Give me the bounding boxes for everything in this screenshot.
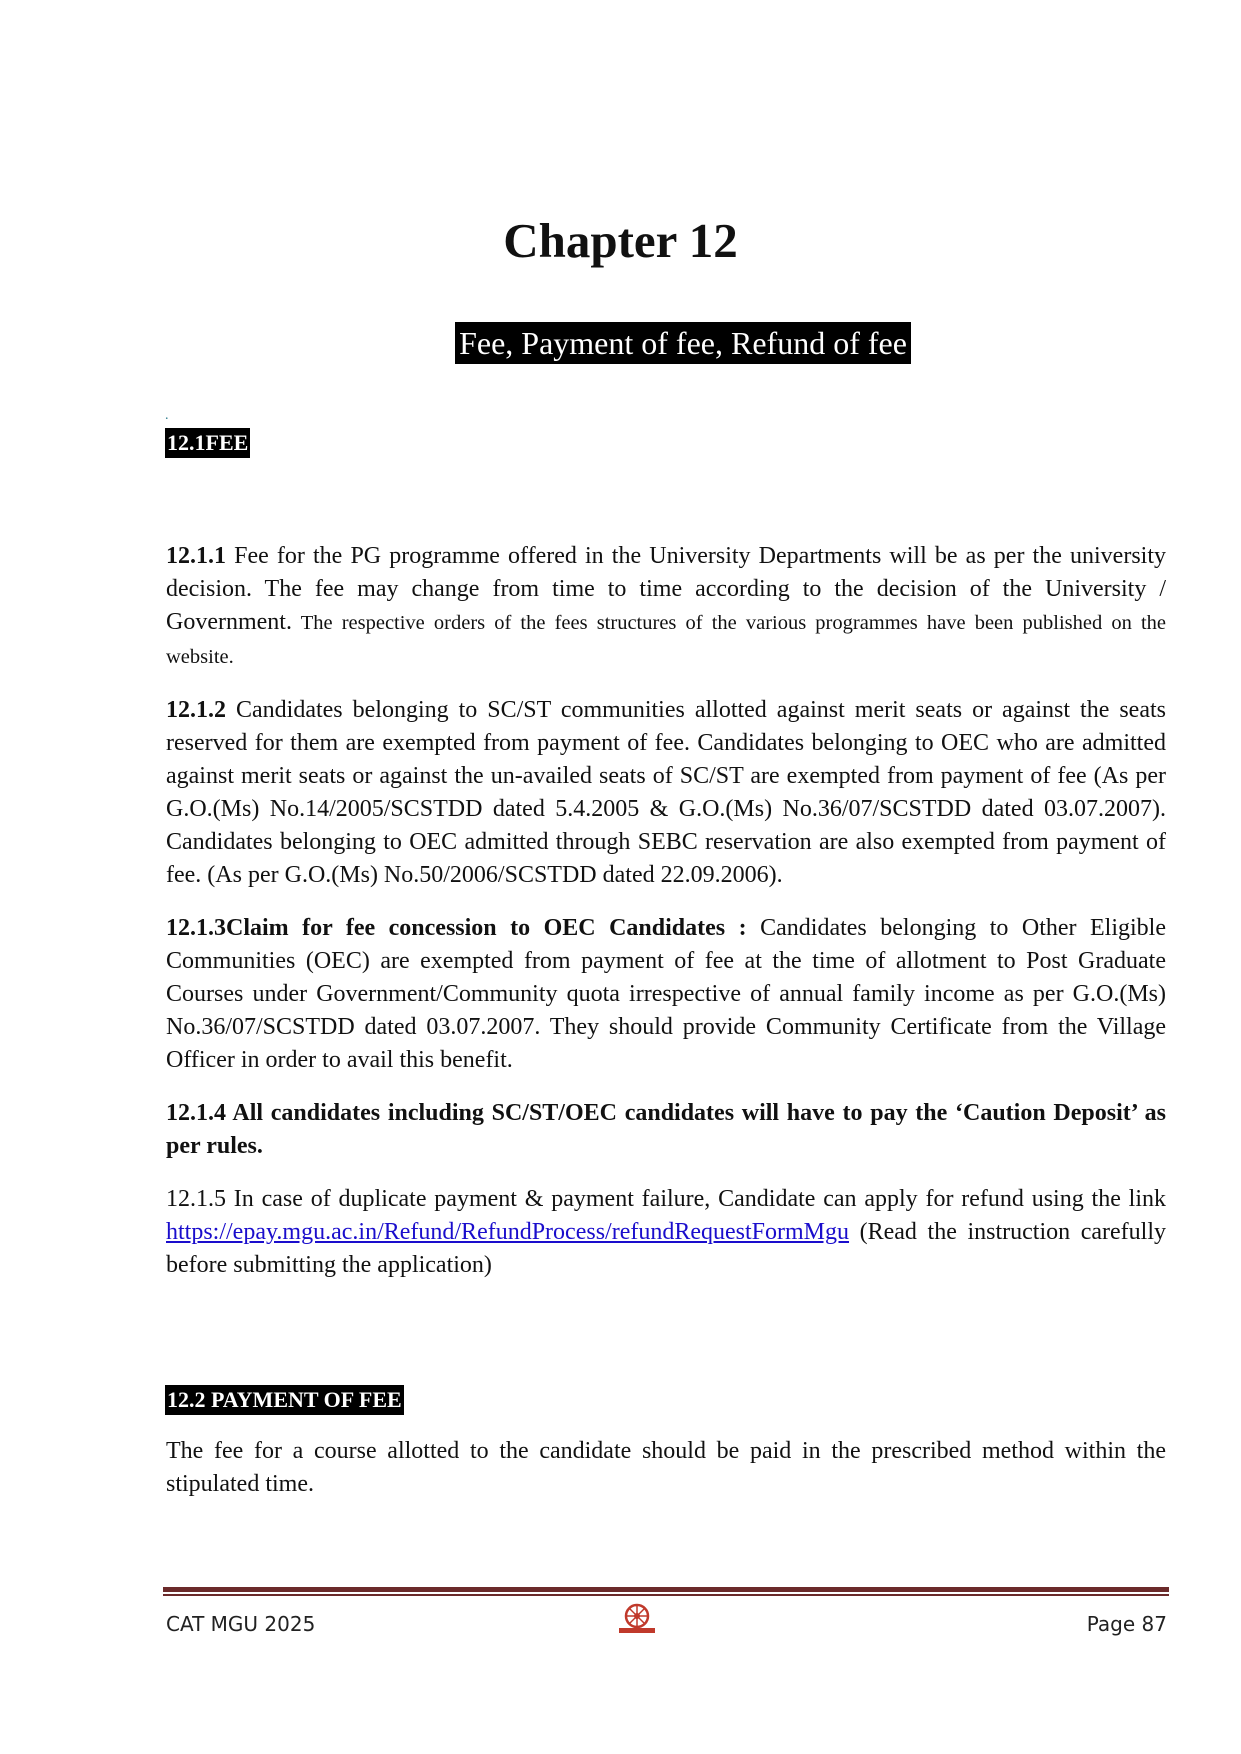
section-12-2-body <box>166 1435 1166 1521</box>
refund-link[interactable]: https://epay.mgu.ac.in/Refund/RefundProcess/refundRequestFormMgu <box>166 1219 850 1245</box>
chapter-title: Chapter 12 <box>503 213 738 268</box>
paragraph-text: Candidates belonging to Other Eligible Communities (OEC) are exempted from payment of fee at the time of allotment to Post Graduate Courses under Government/Community quota irrespective of annual family income as per G.O.(Ms) No.36/07/SCSTDD dated 03.07.2007. They should provide Community Certificate from the Village Officer in order to avail this benefit. <box>166 915 1166 1073</box>
paragraph-12-2: The fee for a course allotted to the candidate should be paid in the prescribed method within the stipulated time. <box>166 1438 1166 1497</box>
footer-rule-thick <box>163 1587 1169 1592</box>
section-12-1-body <box>166 540 1166 1302</box>
paragraph-number: 12.1.1 <box>166 543 226 569</box>
paragraph-text: 12.1.5 In case of duplicate payment & payment failure, Candidate can apply for refund using the link <box>166 1186 1166 1212</box>
section-heading-12-1: 12.1FEE <box>165 428 250 458</box>
page-number: Page 87 <box>1086 1612 1167 1636</box>
university-emblem-icon <box>615 1600 659 1636</box>
footer-rule-thin <box>163 1594 1169 1596</box>
paragraph-12-1-2 <box>166 694 1166 892</box>
paragraph-12-1-4 <box>166 1097 1166 1163</box>
paragraph-text: Candidates belonging to SC/ST communities allotted against merit seats or against the seats reserved for them are exempted from payment of fee. Candidates belonging to OEC who are admitted against merit seats or against the un-availed seats of SC/ST are exempted from payment of fee (As per G.O.(Ms) No.14/2005/SCSTDD dated 5.4.2005 & G.O.(Ms) No.36/07/SCSTDD dated 03.07.2007). Candidates belonging to OEC admitted through SEBC reservation are also exempted from payment of fee. (As per G.O.(Ms) No.50/2006/SCSTDD dated 22.09.2006). <box>166 697 1166 888</box>
chapter-subtitle: Fee, Payment of fee, Refund of fee <box>455 322 911 364</box>
paragraph-number: 12.1.3Claim for fee concession to OEC Candidates : <box>166 915 747 941</box>
paragraph-bold-text: 12.1.4 All candidates including SC/ST/OEC candidates will have to pay the ‘Caution Deposit’ as per rules. <box>166 1100 1166 1159</box>
paragraph-12-1-1 <box>166 540 1166 674</box>
stray-dot: . <box>165 408 169 423</box>
section-heading-12-2: 12.2 PAYMENT OF FEE <box>165 1385 404 1415</box>
footer-document-name: CAT MGU 2025 <box>166 1612 316 1636</box>
paragraph-12-1-3 <box>166 912 1166 1077</box>
paragraph-number: 12.1.2 <box>166 697 226 723</box>
paragraph-text: (Read the instruction carefully before submitting the application) <box>166 1219 1166 1278</box>
chapter-subtitle-wrap <box>0 322 1241 364</box>
emblem-base <box>619 1628 655 1633</box>
paragraph-text: Fee for the PG programme offered in the University Departments will be as per the university decision. The fee may change from time to time according to the decision of the University / Government. <box>166 543 1166 635</box>
paragraph-12-1-5 <box>166 1183 1166 1282</box>
paragraph-small-text: The respective orders of the fees structures of the various programmes have been published on the website. <box>166 612 1166 668</box>
